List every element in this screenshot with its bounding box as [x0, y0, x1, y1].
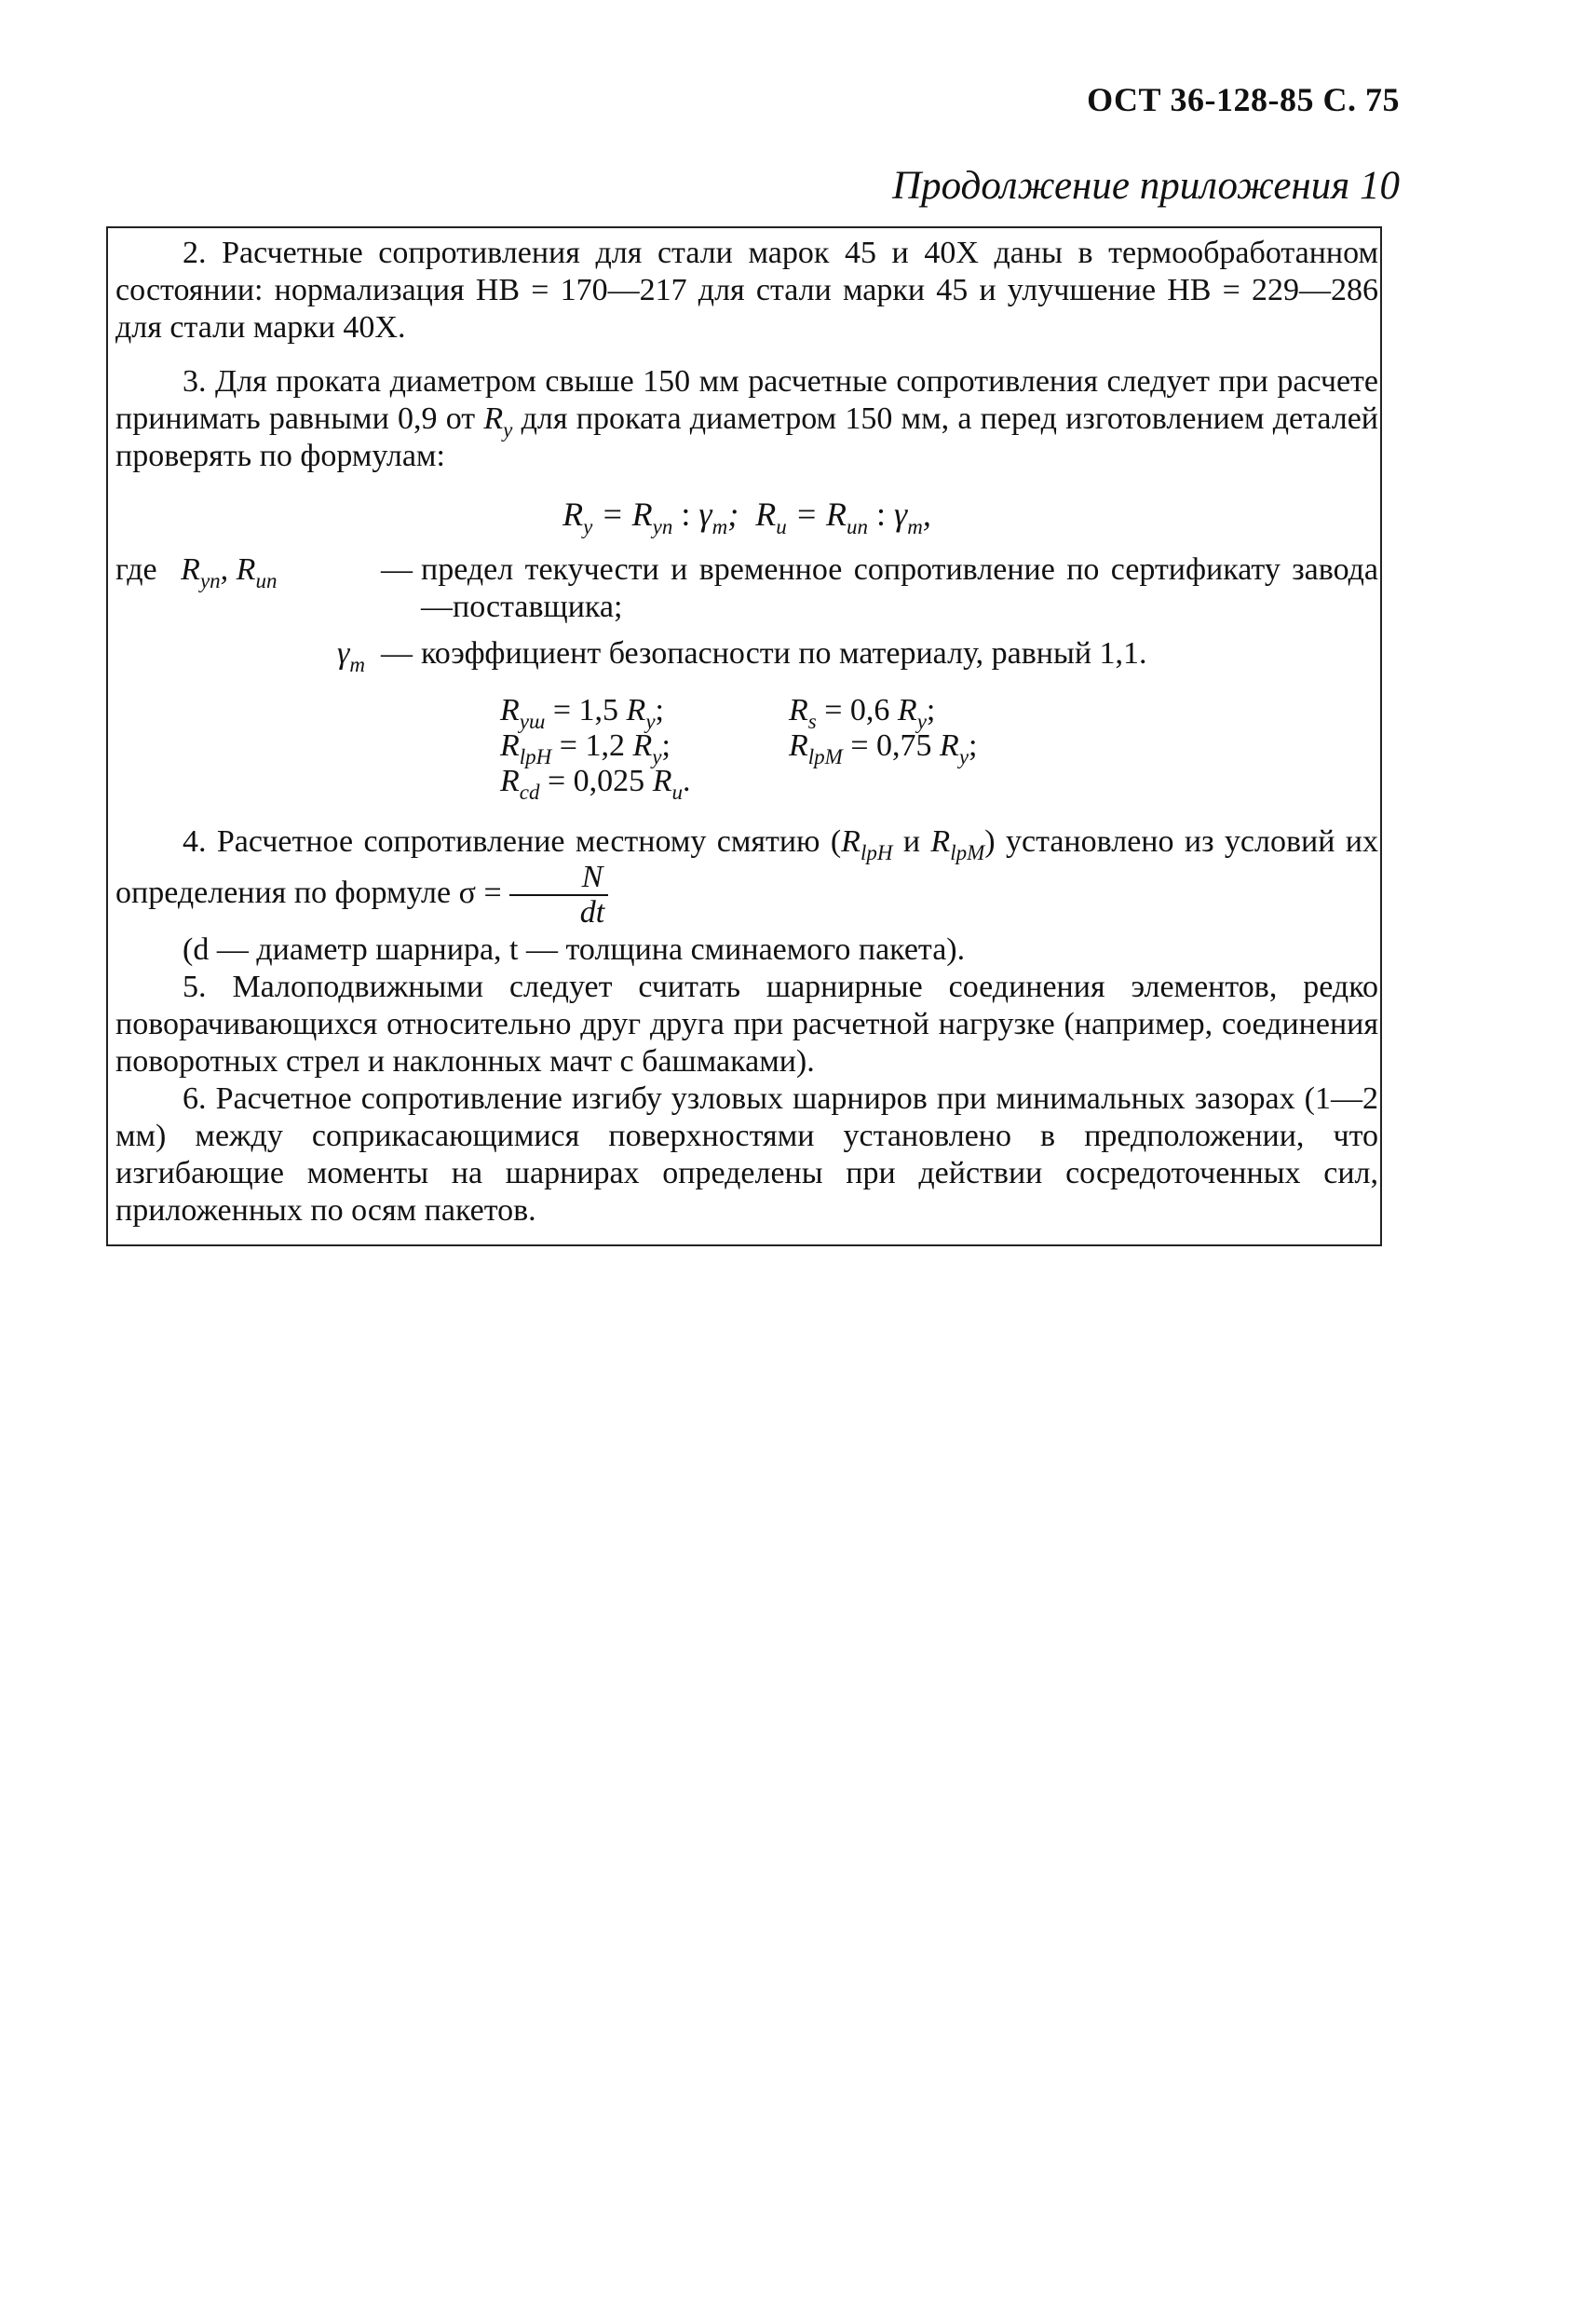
document-code: ОСТ 36-128-85 С. 75: [1087, 81, 1400, 118]
formula-ry-ru: $R_y = R_{yn}$ : $\gamma_m$; $R_u = R_{un}$ : $\gamma_m$,: [562, 496, 931, 538]
where-row-2-text: коэффициент безопасности по материалу, равный 1,1.: [421, 636, 1147, 671]
formula-rlpm: $R_{lpM} = 0,75$ $R_y$;: [789, 728, 978, 768]
formula-rs: $R_s = 0,6$ $R_y$;: [789, 693, 936, 733]
where-row-2-symbol: $\gamma_m$: [336, 636, 365, 676]
paragraph-6: 6. Расчетное сопротивление изгибу узловых шарниров при минимальных зазорах (1—2 мм) между соприкасающимися поверхностями установлено в предположении, что изгибающие моменты на шарнирах определены при действии сосредоточенных сил, приложенных по осям пакетов.: [115, 1081, 1378, 1228]
fraction: $\frac{N}{dt}$: [509, 861, 609, 930]
formula-sigma: σ = $\frac{N}{dt}$: [459, 876, 609, 910]
coefficient-formulas: [500, 693, 1378, 804]
paragraph-4: 4. Расчетное сопротивление местному смятию ($R_{lpH}$ и $R_{lpM}$) установлено из условий их определения по формуле σ = $\frac{N}{dt}$: [115, 824, 1378, 930]
paragraph-3: 3. Для проката диаметром свыше 150 мм расчетные сопротивления следует при расчете принимать равными 0,9 от $R_y$ для проката диаметром 150 мм, а перед изготовлением деталей проверять по формулам:: [115, 364, 1379, 473]
document-body: [115, 235, 1378, 1230]
appendix-title: Продолжение приложения 10: [892, 164, 1400, 208]
formula-rlph: $R_{lpH} = 1,2$ $R_y$;: [500, 728, 671, 768]
where-dash: —: [381, 552, 413, 587]
where-dash: —: [381, 636, 413, 671]
paragraph-5: 5. Малоподвижными следует считать шарнирные соединения элементов, редко поворачивающихся относительно друг друга при расчетной нагрузке (например, соединения поворотных стрел и наклонных мачт с башмаками).: [115, 970, 1378, 1079]
formula-symbol: $R_y$: [483, 401, 513, 442]
formula-rcd: $R_{cd} = 0,025$ $R_u$.: [500, 764, 691, 804]
where-row-1-text: предел текучести и временное сопротивление по сертификату завода—поставщика;: [421, 552, 1378, 624]
where-definitions: [115, 551, 1378, 676]
where-row-1-symbols: где $R_{yn}$, $R_{un}$: [115, 552, 278, 592]
formula-rush: $R_{уш} = 1,5$ $R_y$;: [500, 693, 664, 733]
paragraph-4-note: (d — диаметр шарнира, t — толщина сминаемого пакета).: [183, 932, 966, 967]
paragraph-2: 2. Расчетные сопротивления для стали марок 45 и 40Х даны в термообработанном состоянии: нормализация НВ = 170—217 для стали марки 45 и улучшение НВ = 229—286 для стали марки 40Х.: [115, 236, 1378, 345]
